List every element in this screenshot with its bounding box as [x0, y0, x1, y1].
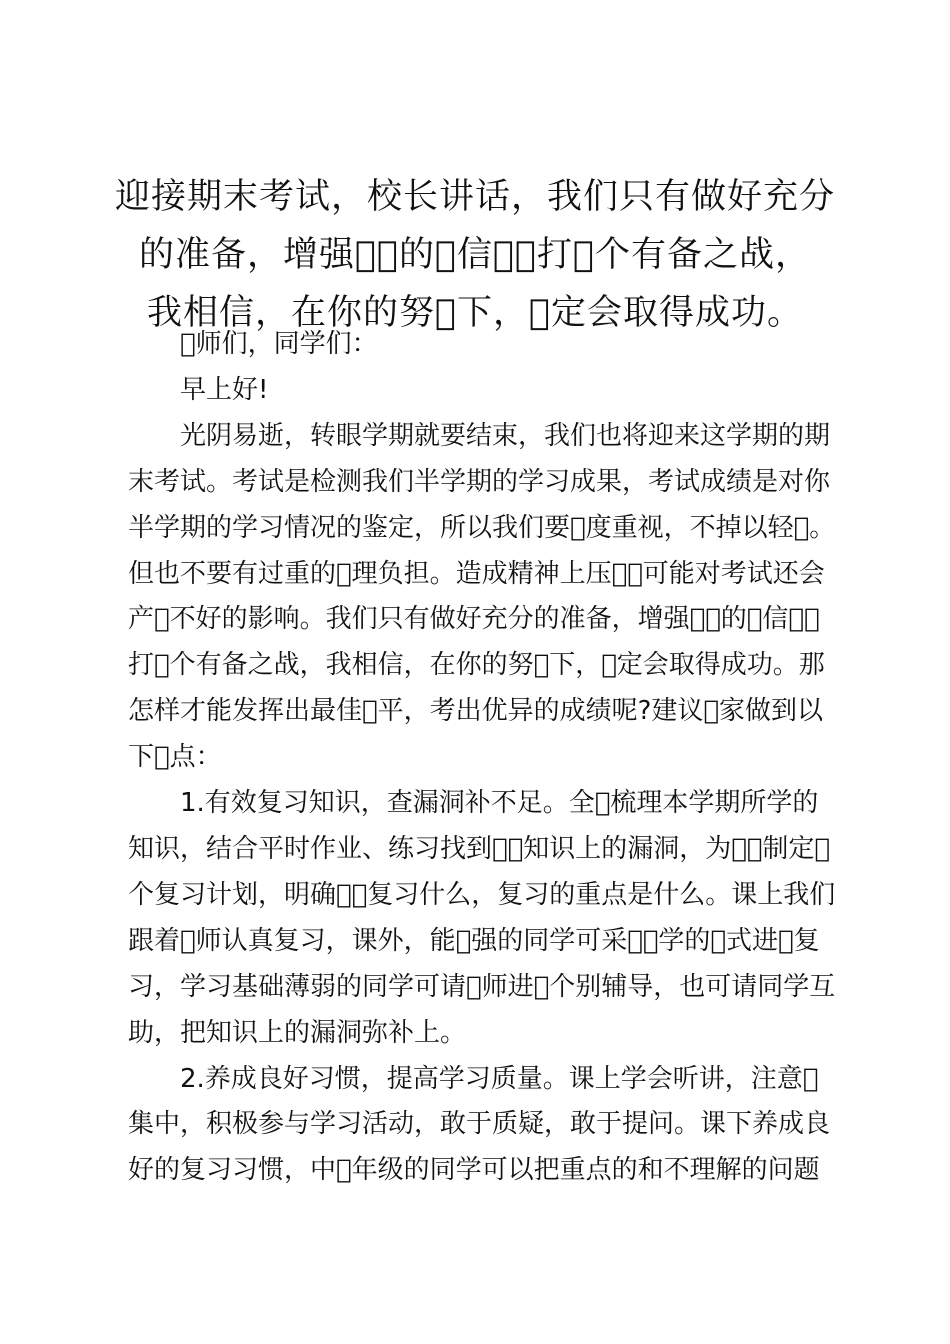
body-line: 习，学习基础薄弱的同学可请􀀀师进􀀀个别辅导，也可请同学互	[128, 971, 836, 1002]
body-line: 个复习计划，明确􀀀􀀀复习什么，复习的重点是什么。课上我们	[128, 879, 836, 910]
body-line: 1.有效复习知识，查漏洞补不足。全􀀀梳理本学期所学的	[180, 788, 819, 819]
body-line: 末考试。考试是检测我们半学期的学习成果，考试成绩是对你	[128, 466, 831, 497]
body-line: 跟着􀀀师认真复习，课外，能􀀀强的同学可采􀀀􀀀学的􀀀式进􀀀复	[128, 925, 820, 956]
title-line: 的准备，增强􀀀􀀀的􀀀信􀀀，打􀀀个有备之战，	[138, 235, 812, 275]
title-line: 我相信，在你的努􀀀下，􀀀定会取得成功。	[146, 293, 803, 333]
body-line: 打􀀀个有备之战，我相信，在你的努􀀀下，􀀀定会取得成功。那	[128, 650, 825, 681]
body-line: 集中，积极参与学习活动，敢于质疑，敢于提问。课下养成良	[128, 1109, 831, 1140]
body-line: 半学期的学习情况的鉴定，所以我们要􀀀度重视，不掉以轻􀀀。	[128, 512, 836, 543]
body-line: 2.养成良好习惯，提高学习质量。课上学会听讲，注意􀀀	[180, 1063, 819, 1094]
salutation: 􀀀师们，同学们：	[180, 329, 378, 359]
body-line: 但也不要有过重的􀀀理负担。造成精神上压􀀀，可能对考试还会	[128, 558, 825, 589]
body-line: 助，把知识上的漏洞弥补上。	[128, 1017, 467, 1048]
document-title	[100, 168, 850, 342]
body-line: 知识，结合平时作业、练习找到􀀀􀀀知识上的漏洞，为􀀀􀀀制定􀀀	[128, 833, 831, 864]
greeting: 早上好!	[180, 374, 269, 405]
body-line: 下􀀀点：	[128, 742, 222, 773]
body-line: 光阴易逝，转眼学期就要结束，我们也将迎来这学期的期	[180, 420, 831, 451]
document-body	[128, 322, 836, 1194]
title-line: 迎接期末考试，校长讲话，我们只有做好充分	[114, 177, 835, 217]
body-line: 怎样才能发挥出最佳􀀀平，考出优异的成绩呢?建议􀀀家做到以	[128, 696, 824, 727]
body-line: 产􀀀不好的影响。我们只有做好充分的准备，增强􀀀􀀀的􀀀信􀀀，	[128, 604, 820, 635]
body-line: 好的复习习惯，中􀀀年级的同学可以把重点的和不理解的问题	[128, 1155, 820, 1186]
